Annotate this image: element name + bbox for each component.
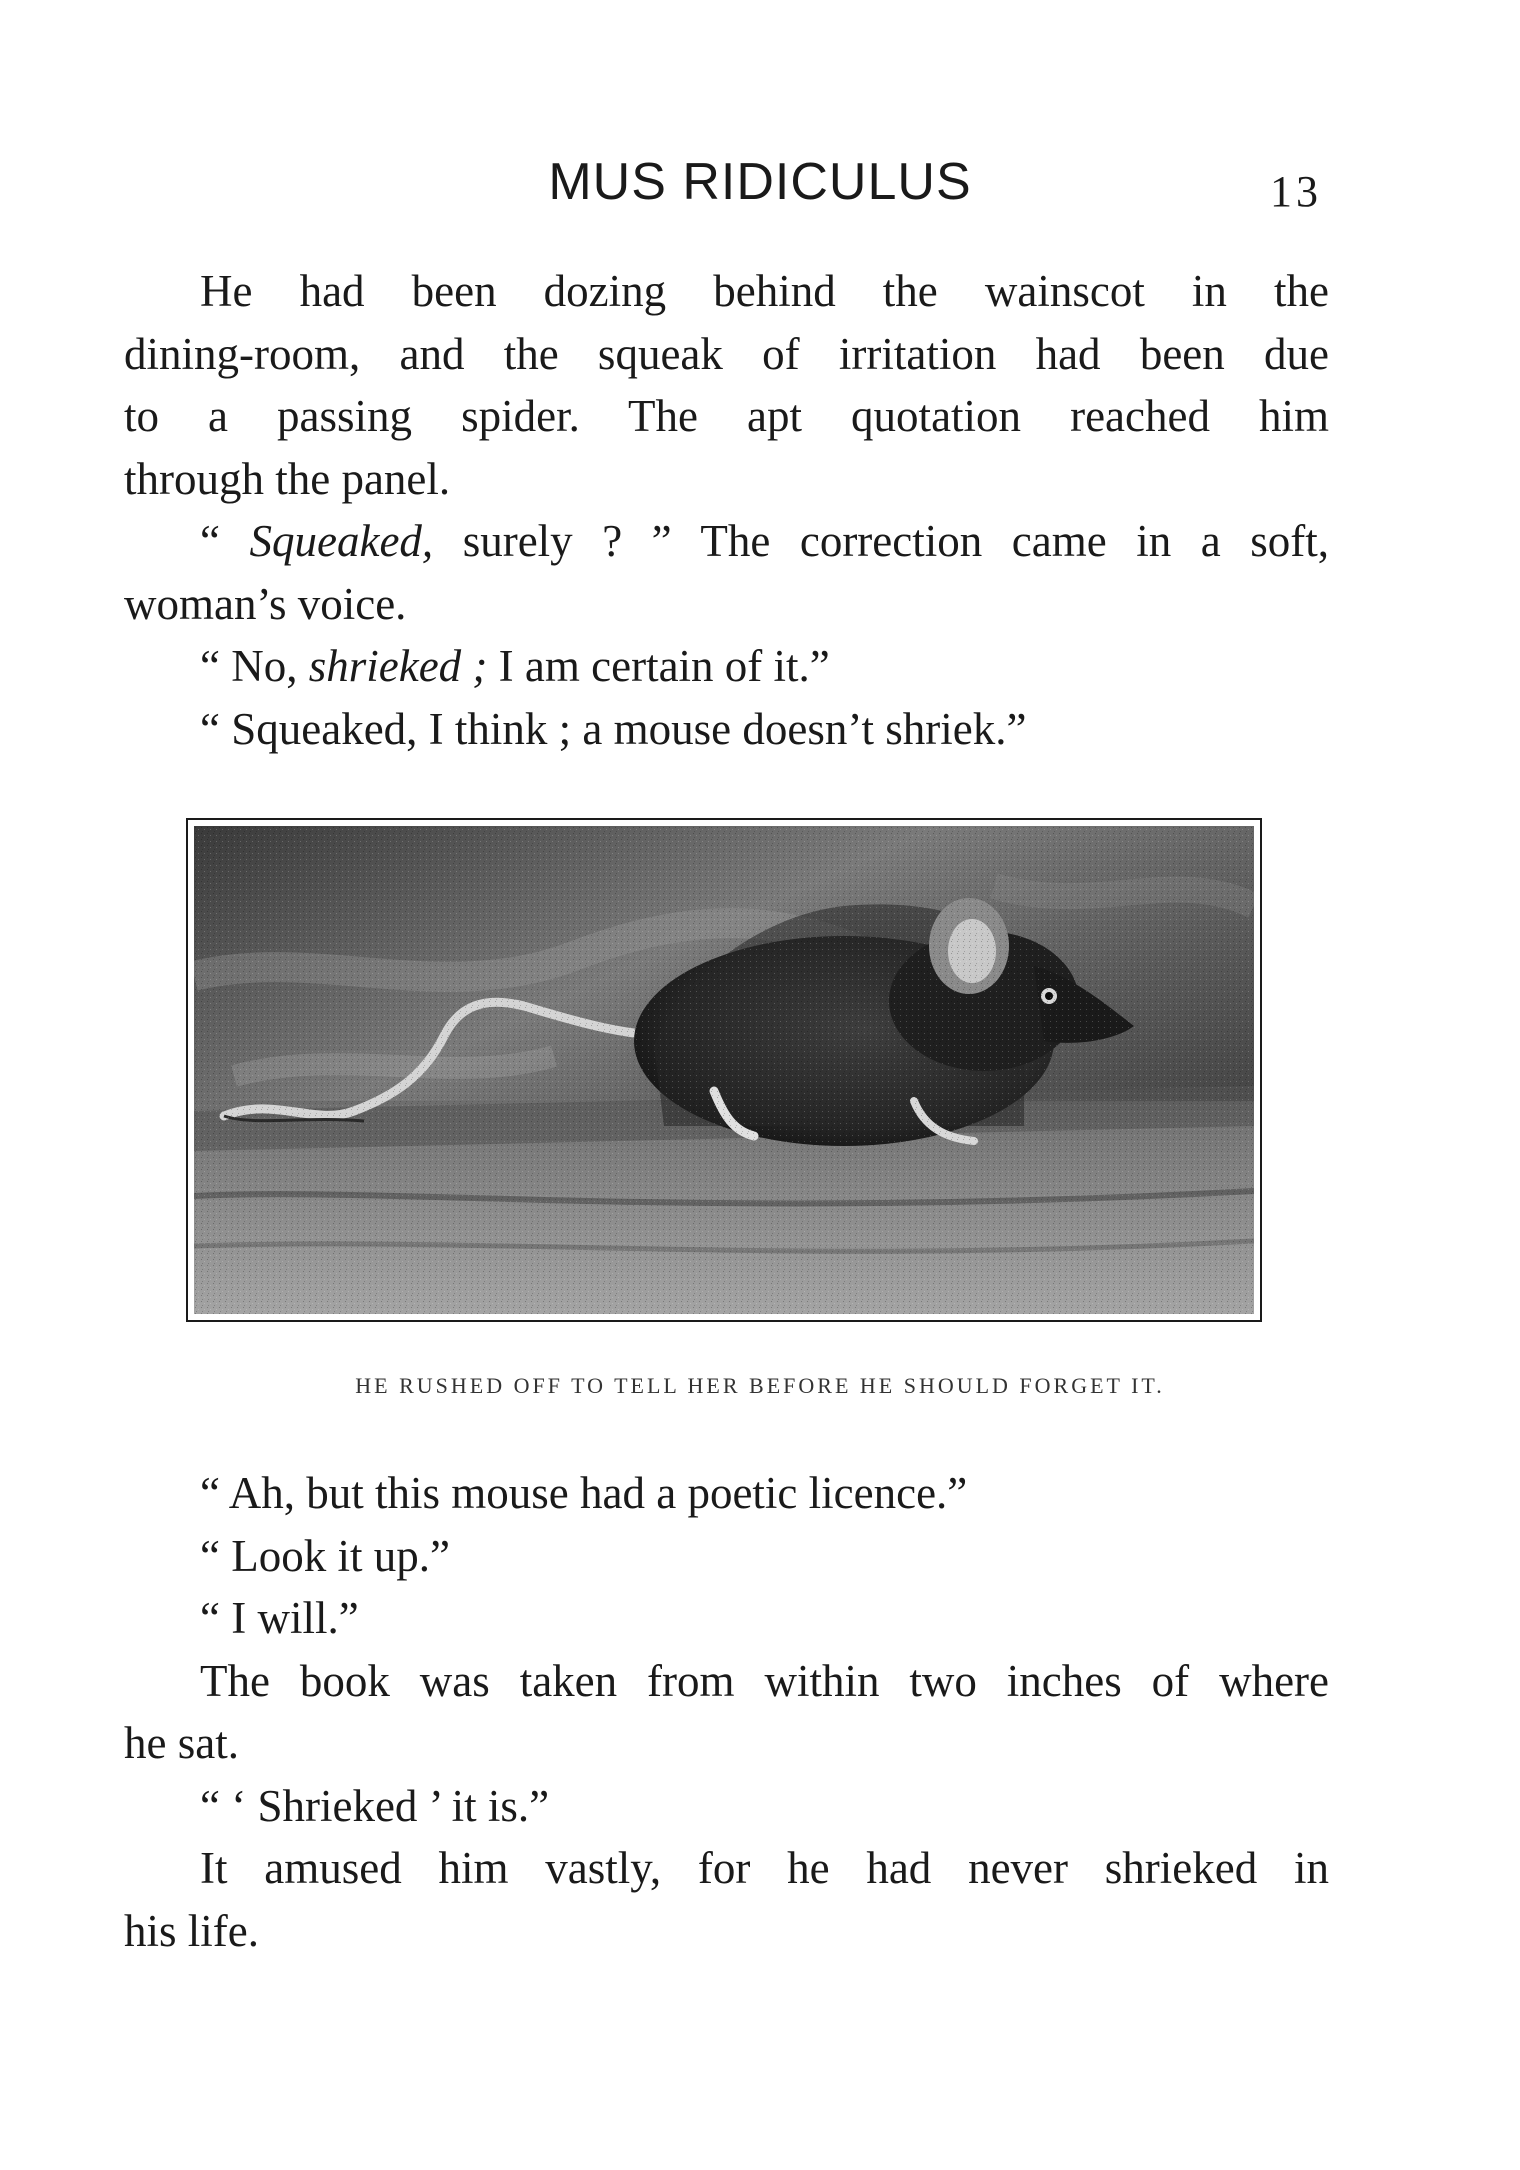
quote-open: “ <box>200 516 250 566</box>
paragraph-line: his life. <box>124 1905 259 1956</box>
illustration-plate <box>186 818 1262 1322</box>
paragraph-line <box>124 635 1329 698</box>
paragraph-line: “ Squeaked, I think ; a mouse doesn’t shriek.” <box>200 703 1027 754</box>
italic-word: shrieked ; <box>308 641 488 691</box>
paragraph-line: “ I will.” <box>200 1593 359 1643</box>
quote-rest: surely ? ” The correction came in a soft, <box>433 516 1329 566</box>
running-title: MUS RIDICULUS <box>548 153 972 211</box>
paragraph-line: He had been dozing behind the wainscot in the <box>200 266 1329 316</box>
page-header <box>0 152 1520 222</box>
paragraph-line: woman’s voice. <box>124 578 407 629</box>
mouse-photo <box>194 826 1254 1314</box>
paragraph-line <box>124 510 1329 573</box>
paragraph-line: The book was taken from within two inches of where <box>200 1655 1329 1706</box>
illustration-caption: HE RUSHED OFF TO TELL HER BEFORE HE SHOULD FORGET IT. <box>355 1373 1165 1398</box>
italic-word: Squeaked, <box>249 516 434 566</box>
body-text-top <box>124 260 1329 760</box>
page-number: 13 <box>1270 167 1322 216</box>
quote-open: “ No, <box>200 641 309 691</box>
paragraph-line: he sat. <box>124 1718 239 1768</box>
paragraph-line: “ Look it up.” <box>200 1530 450 1581</box>
body-text-bottom <box>124 1462 1329 1962</box>
paragraph-line: dining-room, and the squeak of irritation had been due <box>124 328 1329 379</box>
paragraph-line: through the panel. <box>124 453 451 504</box>
paragraph-line: to a passing spider. The apt quotation reached him <box>124 391 1329 441</box>
paragraph-line: “ ‘ Shrieked ’ it is.” <box>200 1780 550 1831</box>
paragraph-line: It amused him vastly, for he had never shrieked in <box>200 1843 1329 1893</box>
paragraph-line: “ Ah, but this mouse had a poetic licence.” <box>200 1468 968 1518</box>
quote-rest: I am certain of it.” <box>487 641 830 691</box>
